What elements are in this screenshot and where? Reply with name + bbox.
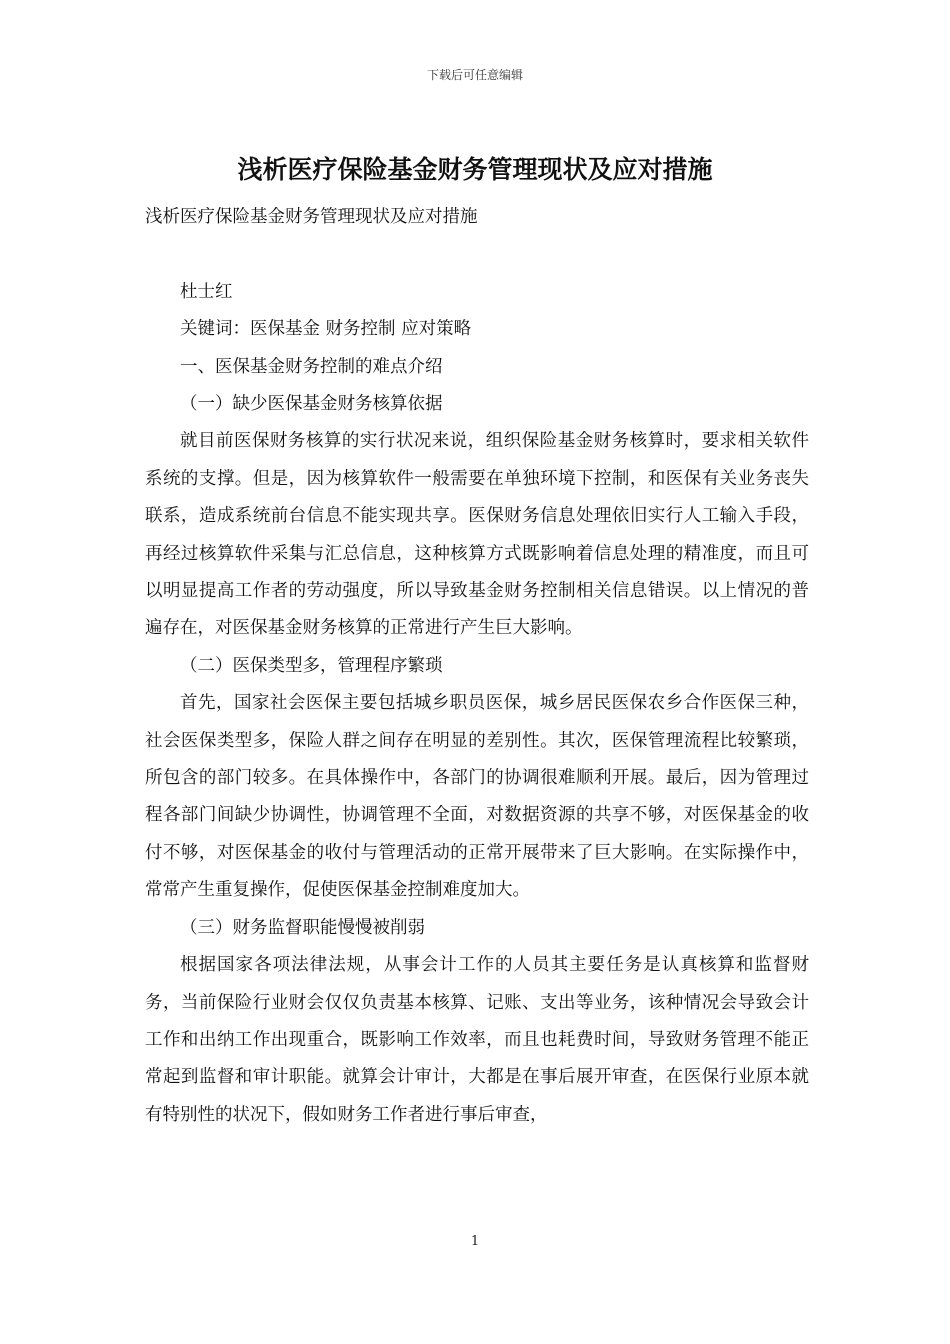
document-body <box>145 199 809 1134</box>
page-header-note: 下载后可任意编辑 <box>426 68 523 82</box>
page-number: 1 <box>470 1234 480 1249</box>
subsection-heading-3: （三）财务监督职能慢慢被削弱 <box>180 917 425 938</box>
section-heading-1: 一、医保基金财务控制的难点介绍 <box>180 356 443 377</box>
document-subtitle: 浅析医疗保险基金财务管理现状及应对措施 <box>145 207 478 227</box>
paragraph-3: 根据国家各项法律法规，从事会计工作的人员其主要任务是认真核算和监督财务，当前保险行业财会仅仅负责基本核算、记账、支出等业务，该种情况会导致会计工作和出纳工作出现重合，既影响工作效率，而且也耗费时间，导致财务管理不能正常起到监督和审计职能。就算会计审计，大都是在事后展开审查，在医保行业原本就有特别性的状况下，假如财务工作者进行事后审查， <box>145 955 809 1125</box>
subsection-heading-1: （一）缺少医保基金财务核算依据 <box>180 394 443 415</box>
document-title: 浅析医疗保险基金财务管理现状及应对措施 <box>237 155 713 184</box>
keywords-line: 关键词：医保基金 财务控制 应对策略 <box>180 319 472 340</box>
paragraph-2: 首先，国家社会医保主要包括城乡职员医保，城乡居民医保农乡合作医保三种，社会医保类型多，保险人群之间存在明显的差别性。其次，医保管理流程比较繁琐，所包含的部门较多。在具体操作中，各部门的协调很难顺利开展。最后，因为管理过程各部门间缺少协调性，协调管理不全面，对数据资源的共享不够，对医保基金的收付不够，对医保基金的收付与管理活动的正常开展带来了巨大影响。在实际操作中，常常产生重复操作，促使医保基金控制难度加大。 <box>145 693 809 901</box>
paragraph-1: 就目前医保财务核算的实行状况来说，组织保险基金财务核算时，要求相关软件系统的支撑。但是，因为核算软件一般需要在单独环境下控制，和医保有关业务丧失联系，造成系统前台信息不能实现共享。医保财务信息处理依旧实行人工输入手段，再经过核算软件采集与汇总信息，这种核算方式既影响着信息处理的精准度，而且可以明显提高工作者的劳动强度，所以导致基金财务控制相关信息错误。以上情况的普遍存在，对医保基金财务核算的正常进行产生巨大影响。 <box>145 431 809 639</box>
author-name: 杜士红 <box>180 281 233 302</box>
subsection-heading-2: （二）医保类型多，管理程序繁琐 <box>180 655 443 676</box>
